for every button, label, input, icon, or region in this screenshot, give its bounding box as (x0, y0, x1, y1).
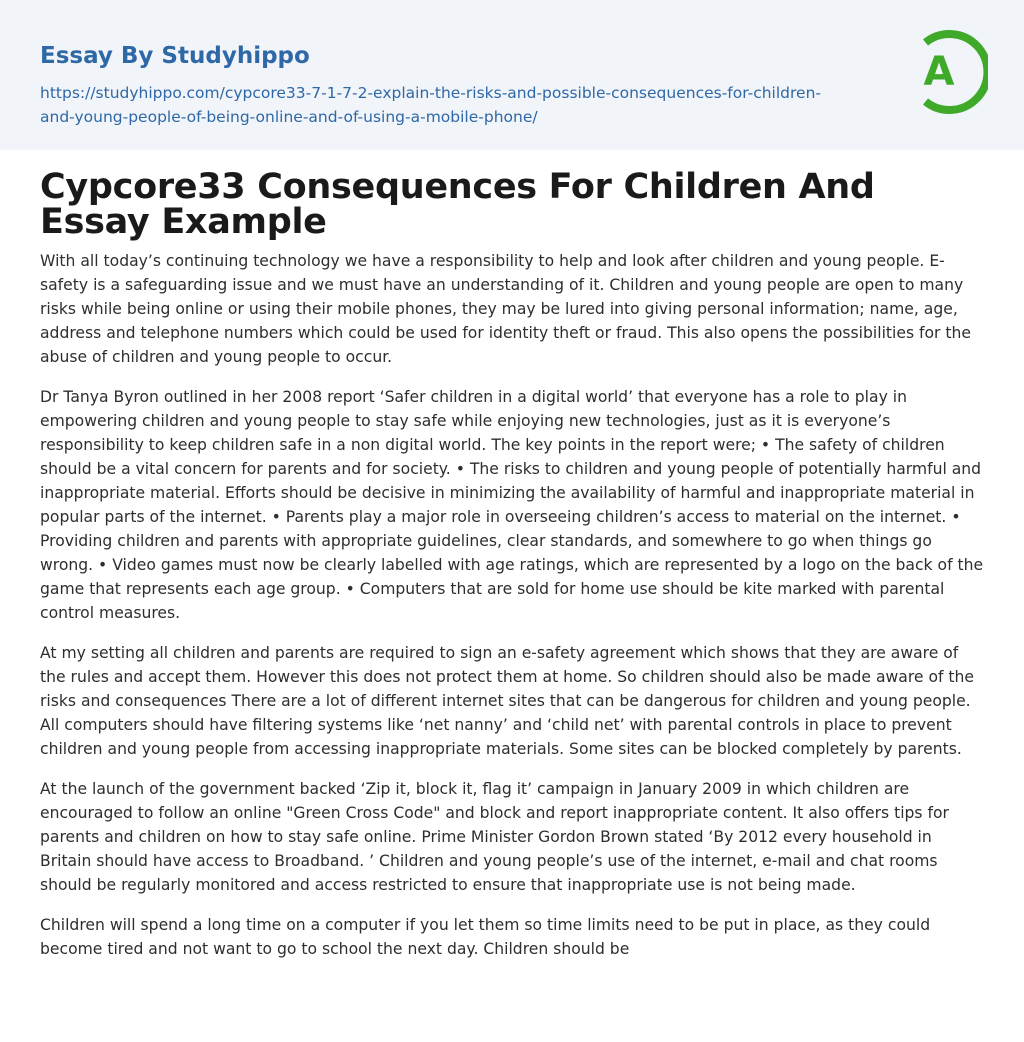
paragraph: Dr Tanya Byron outlined in her 2008 report ‘Safer children in a digital world’ that everyone has a role to play in empowering children and young people to stay safe while enjoying new technologies, just as it is everyone’s responsibility to keep children safe in a non digital world. The key points in the report were; • The safety of children should be a vital concern for parents and for society. • The risks to children and young people of potentially harmful and inappropriate material. Efforts should be decisive in minimizing the availability of harmful and inappropriate material in popular parts of the internet. • Parents play a major role in overseeing children’s access to material on the internet. • Providing children and parents with appropriate guidelines, clear standards, and somewhere to go when things go wrong. • Video games must now be clearly labelled with age ratings, which are represented by a logo on the back of the game that represents each age group. • Computers that are sold for home use should be kite marked with parental control measures. (40, 388, 984, 622)
logo-letter: A (923, 49, 955, 95)
paragraph: Children will spend a long time on a computer if you let them so time limits need to be put in place, as they could become tired and not want to go to school the next day. Children should be (40, 916, 931, 958)
article-body (40, 249, 985, 977)
source-url-link[interactable]: https://studyhippo.com/cypcore33-7-1-7-2-explain-the-risks-and-possible-consequences-for-children-and-young-people-of-being-online-and-of-using-a-mobile-phone/ (40, 84, 821, 126)
studyhippo-logo-icon[interactable] (910, 28, 988, 116)
page-title: Cypcore33 Consequences For Children And Essay Example (40, 167, 875, 242)
paragraph: At my setting all children and parents are required to sign an e-safety agreement which shows that they are aware of the rules and accept them. However this does not protect them at home. So children should also be made aware of the risks and consequences There are a lot of different internet sites that can be dangerous for children and young people. All computers should have filtering systems like ‘net nanny’ and ‘child net’ with parental controls in place to prevent children and young people from accessing inappropriate materials. Some sites can be blocked completely by parents. (40, 644, 975, 758)
paragraph: With all today’s continuing technology we have a responsibility to help and look after children and young people. E-safety is a safeguarding issue and we must have an understanding of it. Children and young people are open to many risks while being online or using their mobile phones, they may be lured into giving personal information; name, age, address and telephone numbers which could be used for identity theft or fraud. This also opens the possibilities for the abuse of children and young people to occur. (40, 252, 972, 366)
page-header (0, 0, 1024, 150)
brand-title: Essay By Studyhippo (40, 43, 310, 69)
paragraph: At the launch of the government backed ‘Zip it, block it, flag it’ campaign in January 2009 in which children are encouraged to follow an online "Green Cross Code" and block and report inappropriate content. It also offers tips for parents and children on how to stay safe online. Prime Minister Gordon Brown stated ‘By 2012 every household in Britain should have access to Broadband. ’ Children and young people’s use of the internet, e-mail and chat rooms should be regularly monitored and access restricted to ensure that inappropriate use is not being made. (40, 780, 949, 894)
